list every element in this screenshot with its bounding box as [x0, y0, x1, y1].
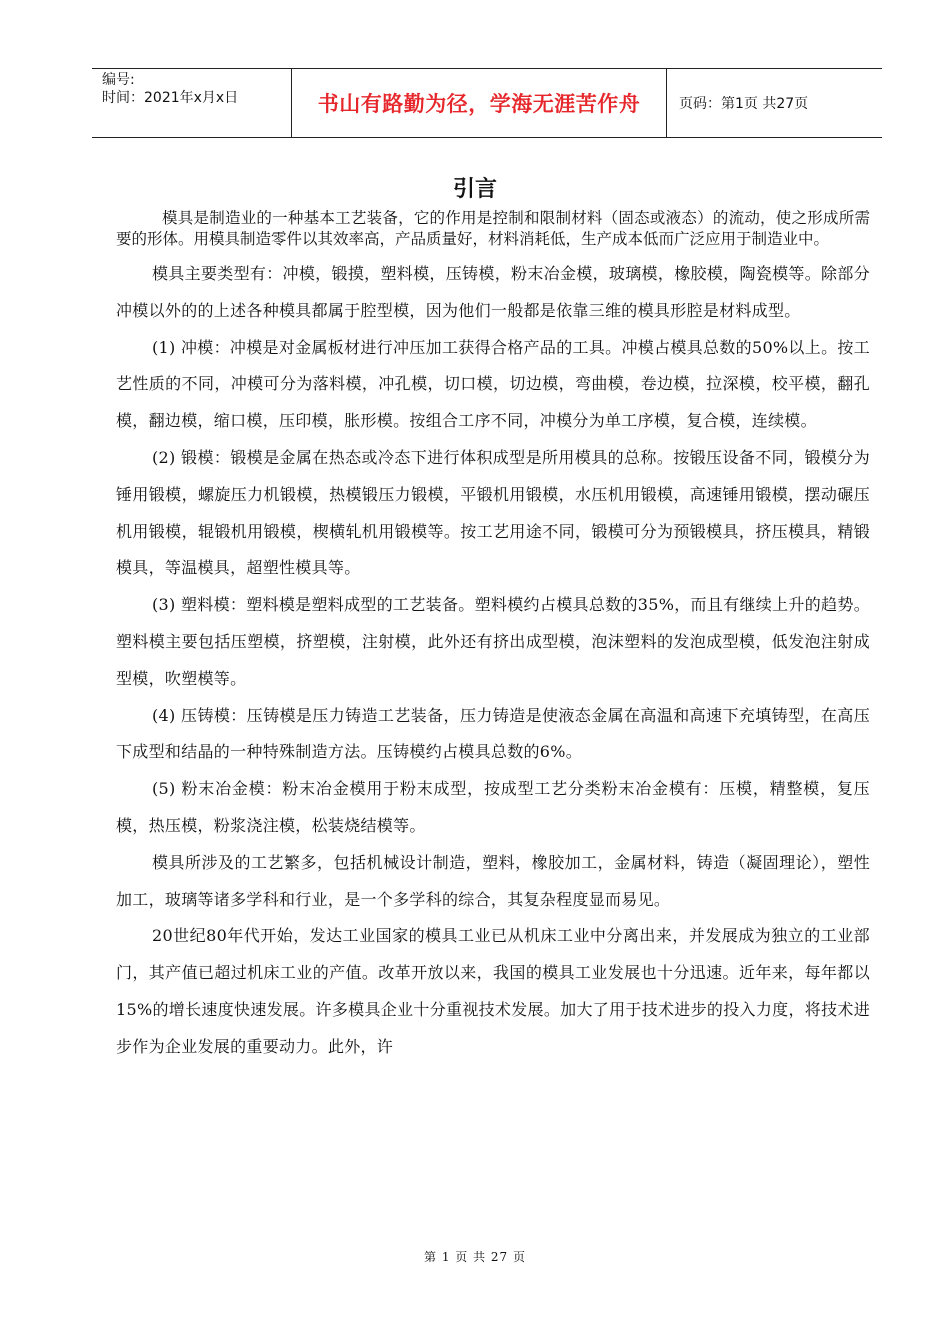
document-time: 时间：2021年x月x日 — [102, 90, 239, 106]
header-meta — [92, 69, 292, 137]
paragraph-intro: 模具是制造业的一种基本工艺装备，它的作用是控制和限制材料（固态或液态）的流动，使之形成所需要的形体。用模具制造零件以其效率高，产品质量好，材料消耗低，生产成本低而广泛应用于制造业中。 — [116, 209, 870, 248]
document-body — [116, 208, 870, 1066]
paragraph-types: 模具主要类型有：冲模，锻摸，塑料模，压铸模，粉末冶金模，玻璃模，橡胶模，陶瓷模等。除部分冲模以外的的上述各种模具都属于腔型模，因为他们一般都是依靠三维的模具形腔是材料成型。 — [116, 264, 870, 320]
paragraph-die-casting: (4) 压铸模：压铸模是压力铸造工艺装备，压力铸造是使液态金属在高温和高速下充填铸型，在高压下成型和结晶的一种特殊制造方法。压铸模约占模具总数的6%。 — [116, 705, 870, 762]
paragraph-powder-metallurgy: (5) 粉末冶金模：粉末冶金模用于粉末成型，按成型工艺分类粉末冶金模有：压模，精整模，复压模，热压模，粉浆浇注模，松装烧结模等。 — [116, 779, 870, 835]
paragraph-forging-die: (2) 锻模：锻模是金属在热态或冷态下进行体积成型是所用模具的总称。按锻压设备不同，锻模分为锤用锻模，螺旋压力机锻模，热模锻压力锻模，平锻机用锻模，水压机用锻模，高速锤用锻模，摆动碾压机用锻模，辊锻机用锻模，楔横轧机用锻模等。按工艺用途不同，锻模可分为预锻模具，挤压模具，精锻模具，等温模具，超塑性模具等。 — [116, 447, 870, 578]
page-header — [92, 68, 882, 138]
paragraph-history: 20世纪80年代开始，发达工业国家的模具工业已从机床工业中分离出来，并发展成为独立的工业部门，其产值已超过机床工业的产值。改革开放以来，我国的模具工业发展也十分迅速。近年来，每年都以15%的增长速度快速发展。许多模具企业十分重视技术发展。加大了用于技术进步的投入力度，将技术进步作为企业发展的重要动力。此外，许 — [116, 926, 870, 1056]
paragraph-plastic-mold: (3) 塑料模：塑料模是塑料成型的工艺装备。塑料模约占模具总数的35%，而且有继续上升的趋势。塑料模主要包括压塑模，挤塑模，注射模，此外还有挤出成型模，泡沫塑料的发泡成型模，低发泡注射成型模，吹塑模等。 — [116, 595, 870, 688]
document-number-label: 编号: — [102, 72, 135, 88]
header-page-info: 页码：第1页 共27页 — [679, 96, 809, 112]
paragraph-processes: 模具所涉及的工艺繁多，包括机械设计制造，塑料，橡胶加工，金属材料，铸造（凝固理论），塑性加工，玻璃等诸多学科和行业，是一个多学科的综合，其复杂程度显而易见。 — [116, 852, 870, 909]
page-footer: 第 1 页 共 27 页 — [424, 1250, 526, 1264]
header-motto: 书山有路勤为径，学海无涯苦作舟 — [292, 69, 667, 137]
paragraph-stamping-die: (1) 冲模：冲模是对金属板材进行冲压加工获得合格产品的工具。冲模占模具总数的50%以上。按工艺性质的不同，冲模可分为落料模，冲孔模，切口模，切边模，弯曲模，卷边模，拉深模，校平模，翻孔模，翻边模，缩口模，压印模，胀形模。按组合工序不同，冲模分为单工序模，复合模，连续模。 — [116, 337, 870, 431]
page-title: 引言 — [452, 177, 497, 202]
